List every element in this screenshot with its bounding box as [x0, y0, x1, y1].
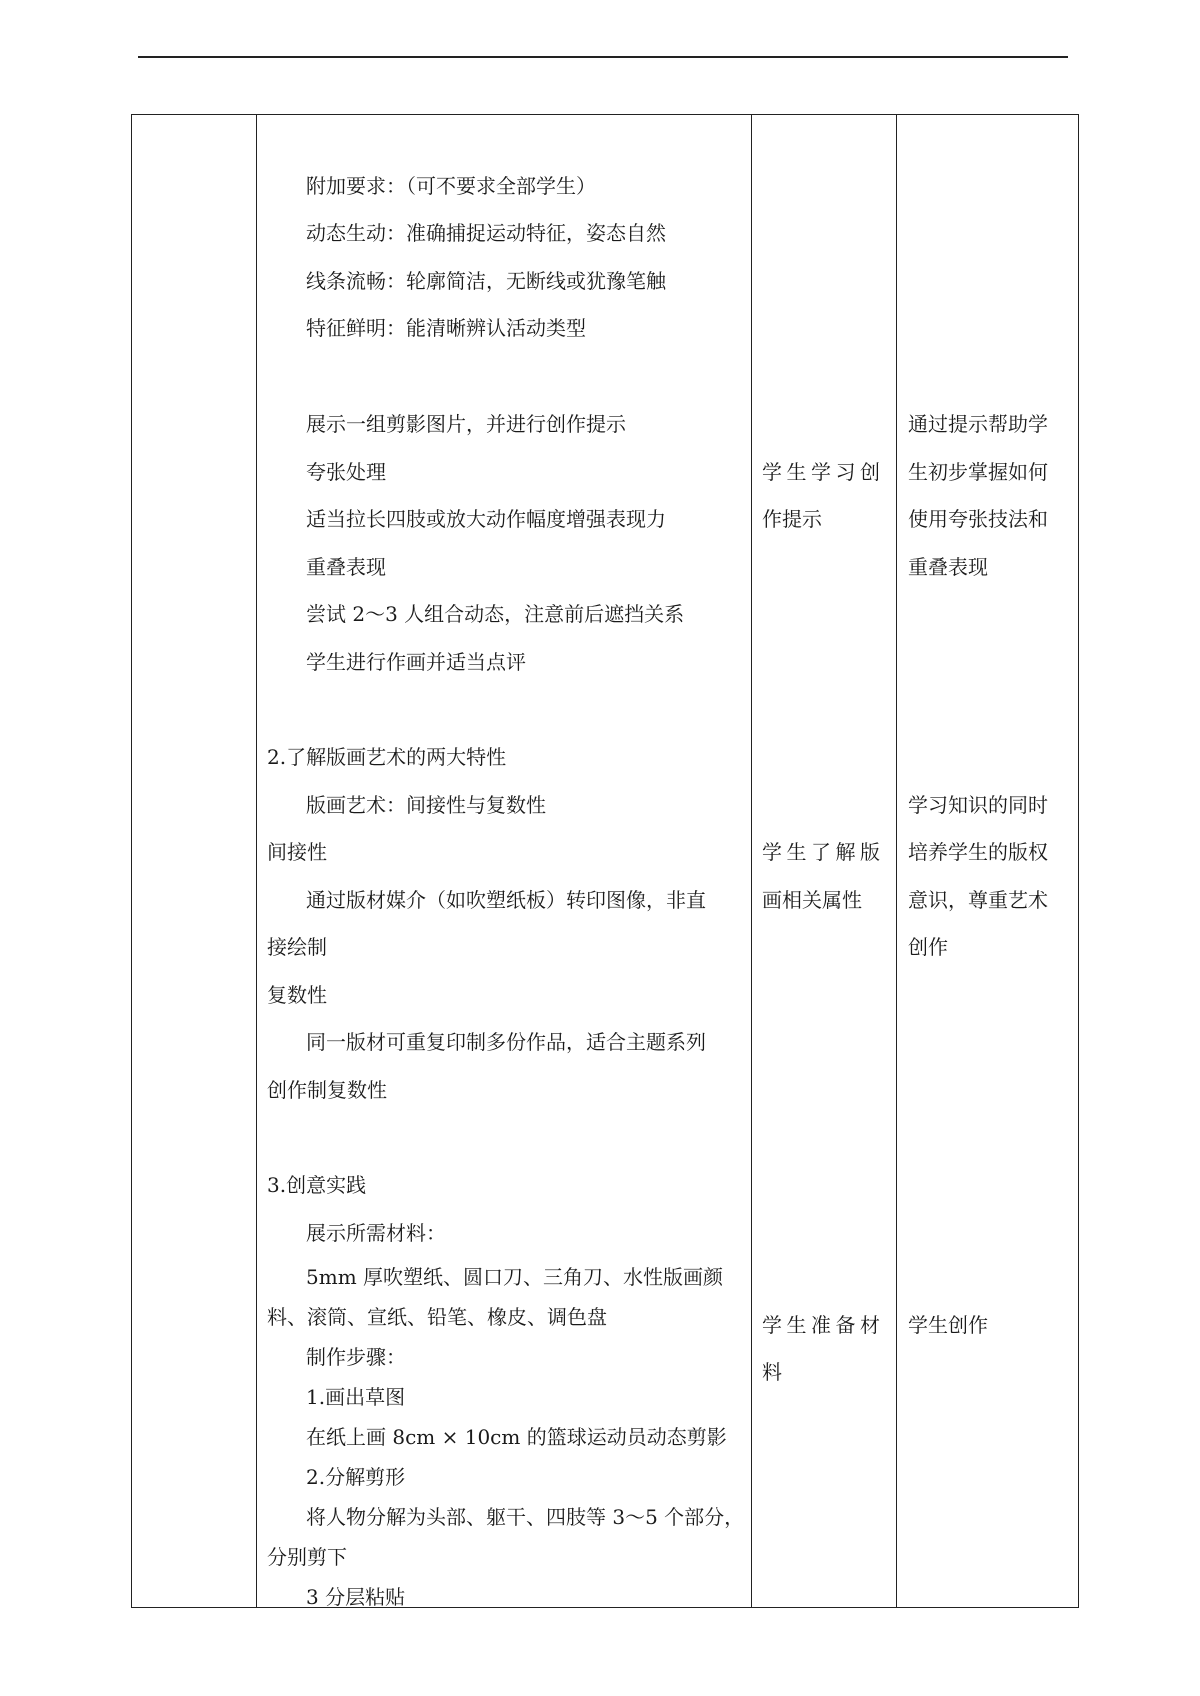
indirect-title: 间接性	[267, 840, 327, 864]
step-2-desc-line1: 将人物分解为头部、躯干、四肢等 3～5 个部分，	[306, 1505, 745, 1529]
design-intent-2-line3: 意识，尊重艺术	[908, 888, 1048, 912]
exaggerate-desc: 适当拉长四肢或放大动作幅度增强表现力	[306, 507, 666, 531]
design-intent-1-line1: 通过提示帮助学	[908, 412, 1048, 436]
header-rule	[138, 56, 1068, 58]
teacher-activity-cell	[257, 115, 752, 1608]
student-activity-1-line1: 学生学习创	[762, 460, 885, 484]
step-1-desc: 在纸上画 8cm × 10cm 的篮球运动员动态剪影	[306, 1425, 727, 1449]
student-activity-2-line1: 学生了解版	[762, 840, 885, 864]
exaggerate-title: 夸张处理	[306, 460, 386, 484]
multiple-desc-line2: 创作制复数性	[267, 1078, 387, 1102]
materials-title: 展示所需材料：	[306, 1221, 446, 1245]
student-activity-cell	[752, 115, 897, 1608]
step-3: 3 分层粘贴	[306, 1585, 406, 1609]
design-intent-1-line3: 使用夸张技法和	[908, 507, 1048, 531]
steps-title: 制作步骤：	[306, 1345, 406, 1369]
table-row	[132, 115, 1079, 1608]
multiple-title: 复数性	[267, 983, 327, 1007]
student-activity-3-line1: 学生准备材	[762, 1313, 885, 1337]
design-intent-1-line4: 重叠表现	[908, 555, 988, 579]
design-intent-cell	[897, 115, 1079, 1608]
overlap-desc: 尝试 2～3 人组合动态，注意前后遮挡关系	[306, 602, 685, 626]
show-silhouette: 展示一组剪影图片，并进行创作提示	[306, 412, 626, 436]
design-intent-2-line2: 培养学生的版权	[908, 840, 1048, 864]
student-activity-1-line2: 作提示	[762, 507, 822, 531]
design-intent-2-line1: 学习知识的同时	[908, 793, 1048, 817]
stage-column-cell	[132, 115, 257, 1608]
indirect-desc-line2: 接绘制	[267, 935, 327, 959]
criterion-lines: 线条流畅：轮廓简洁，无断线或犹豫笔触	[306, 269, 666, 293]
student-activity-3-line2: 料	[762, 1360, 782, 1384]
section-2-subtitle: 版画艺术：间接性与复数性	[306, 793, 546, 817]
overlap-title: 重叠表现	[306, 555, 386, 579]
materials-line2: 料、滚筒、宣纸、铅笔、橡皮、调色盘	[267, 1305, 607, 1329]
materials-line1: 5mm 厚吹塑纸、圆口刀、三角刀、水性版画颜	[306, 1265, 724, 1289]
extra-requirements: 附加要求：（可不要求全部学生）	[306, 174, 596, 198]
indirect-desc-line1: 通过版材媒介（如吹塑纸板）转印图像，非直	[306, 888, 706, 912]
criterion-feature: 特征鲜明：能清晰辨认活动类型	[306, 316, 586, 340]
draw-comment: 学生进行作画并适当点评	[306, 650, 526, 674]
section-2-title: 2.了解版画艺术的两大特性	[267, 745, 507, 769]
multiple-desc-line1: 同一版材可重复印制多份作品，适合主题系列	[306, 1030, 706, 1054]
criterion-dynamic: 动态生动：准确捕捉运动特征，姿态自然	[306, 221, 666, 245]
step-2: 2.分解剪形	[306, 1465, 406, 1489]
step-2-desc-line2: 分别剪下	[267, 1545, 347, 1569]
design-intent-1-line2: 生初步掌握如何	[908, 460, 1048, 484]
section-3-title: 3.创意实践	[267, 1173, 367, 1197]
student-activity-2-line2: 画相关属性	[762, 888, 862, 912]
step-1: 1.画出草图	[306, 1385, 406, 1409]
design-intent-3-line1: 学生创作	[908, 1313, 988, 1337]
design-intent-2-line4: 创作	[908, 935, 948, 959]
lesson-plan-table	[131, 114, 1079, 1608]
